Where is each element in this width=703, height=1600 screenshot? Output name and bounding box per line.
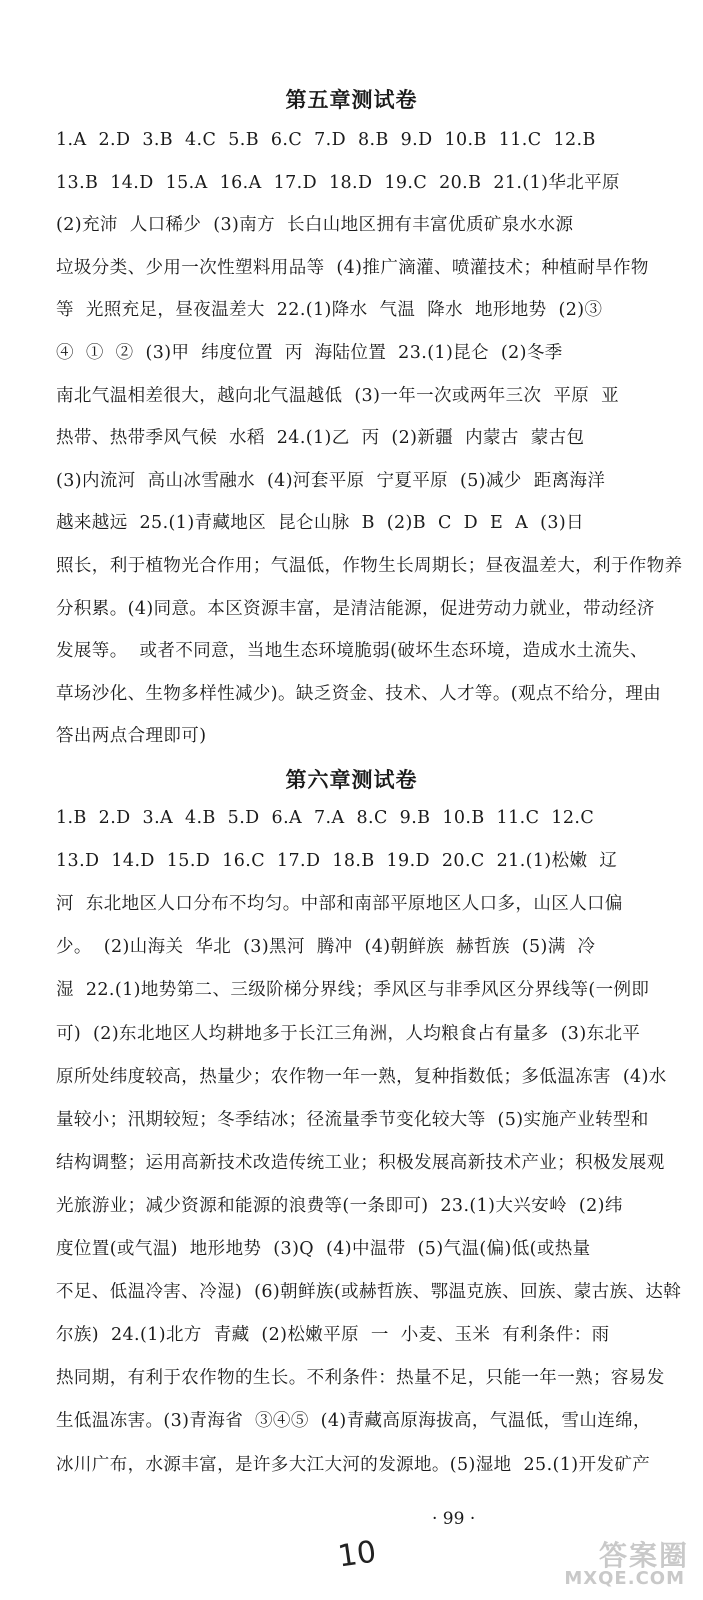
answer-line: 答出两点合理即可) bbox=[56, 726, 207, 747]
answer-line: 可) (2)东北地区人均耕地多于长江三角洲，人均粮食占有量多 (3)东北平 bbox=[56, 1023, 641, 1044]
answer-line: 1.B 2.D 3.A 4.B 5.D 6.A 7.A 8.C 9.B 10.B 11.C 12.C bbox=[56, 808, 595, 828]
answer-line: (2)充沛 人口稀少 (3)南方 长白山地区拥有丰富优质矿泉水水源 bbox=[56, 215, 574, 236]
section-title-chapter5: 第五章测试卷 bbox=[285, 88, 418, 112]
answer-line: ④ ① ② (3)甲 纬度位置 丙 海陆位置 23.(1)昆仑 (2)冬季 bbox=[56, 343, 563, 363]
answer-line: 不足、低温冷害、冷湿) (6)朝鲜族(或赫哲族、鄂温克族、回族、蒙古族、达斡 bbox=[56, 1282, 682, 1303]
watermark-logo-text: 答案圈 bbox=[598, 1539, 689, 1572]
watermark-url: MXQE.COM bbox=[564, 1568, 685, 1589]
answer-line: 分积累。(4)同意。本区资源丰富，是清洁能源，促进劳动力就业，带动经济 bbox=[56, 598, 655, 619]
site-watermark bbox=[557, 1534, 695, 1594]
answer-line: 生低温冻害。(3)青海省 ③④⑤ (4)青藏高原海拔高，气温低，雪山连绵， bbox=[56, 1411, 651, 1432]
answer-line: 垃圾分类、少用一次性塑料用品等 (4)推广滴灌、喷灌技术；种植耐旱作物 bbox=[56, 257, 649, 278]
answer-line: 尔族) 24.(1)北方 青藏 (2)松嫩平原 一 小麦、玉米 有利条件：雨 bbox=[56, 1325, 610, 1346]
answer-line: 少。 (2)山海关 华北 (3)黑河 腾冲 (4)朝鲜族 赫哲族 (5)满 冷 bbox=[56, 937, 596, 958]
answer-line: 量较小；汛期较短；冬季结冰；径流量季节变化较大等 (5)实施产业转型和 bbox=[56, 1109, 649, 1130]
answer-line: 草场沙化、生物多样性减少)。缺乏资金、技术、人才等。(观点不给分，理由 bbox=[56, 683, 662, 704]
answer-line: 热同期，有利于农作物的生长。不利条件：热量不足，只能一年一熟；容易发 bbox=[56, 1368, 665, 1389]
answer-line: 南北气温相差很大，越向北气温越低 (3)一年一次或两年三次 平原 亚 bbox=[56, 385, 619, 406]
section-title-chapter6: 第六章测试卷 bbox=[285, 768, 418, 792]
answer-line: 光旅游业；减少资源和能源的浪费等(一条即可) 23.(1)大兴安岭 (2)纬 bbox=[56, 1195, 623, 1216]
answer-line: 河 东北地区人口分布不均匀。中部和南部平原地区人口多，山区人口偏 bbox=[56, 894, 623, 915]
answer-line: 热带、热带季风气候 水稻 24.(1)乙 丙 (2)新疆 内蒙古 蒙古包 bbox=[56, 428, 585, 449]
answer-line: 湿 22.(1)地势第二、三级阶梯分界线；季风区与非季风区分界线等(一例即 bbox=[56, 980, 650, 1001]
answer-line: 度位置(或气温) 地形地势 (3)Q (4)中温带 (5)气温(偏)低(或热量 bbox=[56, 1239, 591, 1259]
answer-line: 13.B 14.D 15.A 16.A 17.D 18.D 19.C 20.B 21.(1)华北平原 bbox=[56, 172, 620, 193]
answer-line: 越来越远 25.(1)青藏地区 昆仑山脉 B (2)B C D E A (3)日 bbox=[56, 513, 584, 534]
answer-line: 13.D 14.D 15.D 16.C 17.D 18.B 19.D 20.C 21.(1)松嫩 辽 bbox=[56, 851, 618, 872]
answer-line: (3)内流河 高山冰雪融水 (4)河套平原 宁夏平原 (5)减少 距离海洋 bbox=[56, 470, 606, 491]
answer-line: 结构调整；运用高新技术改造传统工业；积极发展高新技术产业；积极发展观 bbox=[56, 1152, 665, 1173]
answer-line: 原所处纬度较高，热量少；农作物一年一熟，复种指数低；多低温冻害 (4)水 bbox=[56, 1066, 667, 1087]
handwritten-mark: 10 bbox=[335, 1534, 379, 1575]
page-number: · 99 · bbox=[432, 1509, 476, 1529]
answer-line: 照长，利于植物光合作用；气温低，作物生长周期长；昼夜温差大，利于作物养 bbox=[56, 556, 683, 576]
answer-line: 1.A 2.D 3.B 4.C 5.B 6.C 7.D 8.B 9.D 10.B 11.C 12.B bbox=[56, 130, 596, 150]
answer-line: 冰川广布，水源丰富，是许多大江大河的发源地。(5)湿地 25.(1)开发矿产 bbox=[56, 1454, 651, 1475]
answer-line: 等 光照充足，昼夜温差大 22.(1)降水 气温 降水 地形地势 (2)③ bbox=[56, 300, 603, 321]
answer-line: 发展等。 或者不同意，当地生态环境脆弱(破坏生态环境，造成水土流失、 bbox=[56, 641, 648, 662]
